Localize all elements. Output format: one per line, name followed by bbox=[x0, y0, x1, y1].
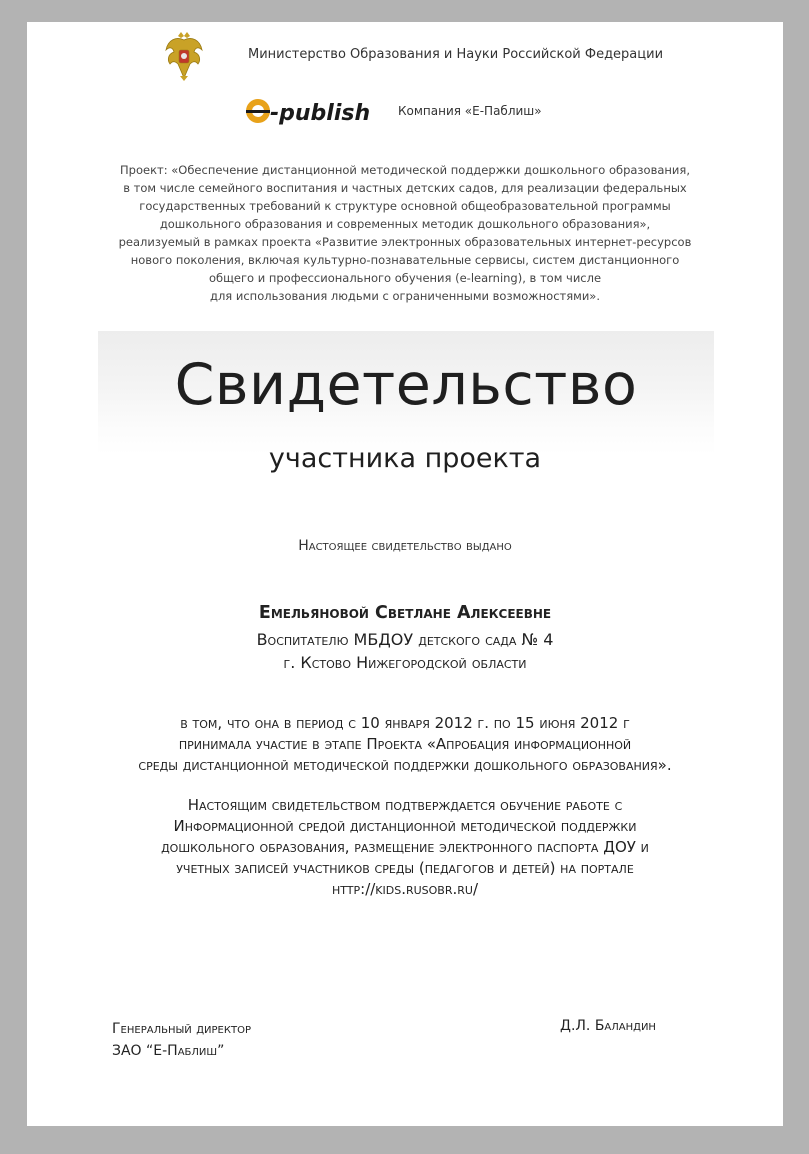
participation-paragraph bbox=[40, 713, 770, 776]
e-publish-logo bbox=[244, 95, 376, 127]
issued-to-label: Настоящее свидетельство выдано bbox=[298, 538, 512, 554]
project-line: дошкольного образования и современных методик дошкольного образования», bbox=[159, 217, 651, 231]
company-name: Компания «Е-Паблиш» bbox=[398, 104, 542, 118]
paragraph-line: Настоящим свидетельством подтверждается обучение работе с bbox=[187, 796, 623, 814]
signer-title-line1: Генеральный директор bbox=[112, 1021, 251, 1037]
project-line: общего и профессионального обучения (e-learning), в том числе bbox=[208, 271, 602, 285]
project-description bbox=[90, 161, 720, 305]
signer-name: Д.Л. Баландин bbox=[560, 1018, 656, 1034]
project-line: реализуемый в рамках проекта «Развитие электронных образовательных интернет-ресурсов bbox=[118, 235, 692, 249]
project-line: в том числе семейного воспитания и частных детских садов, для реализации федеральных bbox=[123, 181, 687, 195]
recipient-details bbox=[60, 628, 750, 674]
recipient-position: Воспитателю МБДОУ детского сада № 4 bbox=[256, 630, 554, 649]
paragraph-line: Информационной средой дистанционной методической поддержки bbox=[173, 817, 637, 835]
double-headed-eagle-emblem-icon bbox=[164, 30, 204, 82]
paragraph-line: дошкольного образования, размещение электронного паспорта ДОУ и bbox=[161, 838, 649, 856]
logo-text: -publish bbox=[270, 101, 371, 126]
paragraph-line: среды дистанционной методической поддержки дошкольного образования». bbox=[138, 756, 672, 774]
portal-url: http://kids.rusobr.ru/ bbox=[331, 880, 479, 898]
recipient-name: Емельяновой Светлане Алексеевне bbox=[258, 603, 552, 623]
project-line: Проект: «Обеспечение дистанционной методической поддержки дошкольного образования, bbox=[120, 163, 690, 177]
signer-title-line2: ЗАО “Е-Паблиш” bbox=[112, 1043, 225, 1059]
paragraph-line: учетных записей участников среды (педагогов и детей) на портале bbox=[176, 859, 634, 877]
project-line: нового поколения, включая культурно-познавательные сервисы, систем дистанционного bbox=[130, 253, 680, 267]
project-line: для использования людьми с ограниченными возможностями». bbox=[210, 289, 600, 303]
project-line: государственных требований к структуре основной общеобразовательной программы bbox=[139, 199, 671, 213]
paragraph-line: в том, что она в период с 10 января 2012 г. по 15 июня 2012 г bbox=[180, 714, 630, 732]
certificate-title: Свидетельство bbox=[174, 352, 638, 418]
ministry-name: Министерство Образования и Науки Российской Федерации bbox=[248, 47, 664, 62]
paragraph-line: принимала участие в этапе Проекта «Апробация информационной bbox=[178, 735, 632, 753]
certificate-subtitle: участника проекта bbox=[268, 443, 542, 474]
recipient-location: г. Кстово Нижегородской области bbox=[283, 653, 527, 672]
signer-title bbox=[112, 1018, 251, 1062]
confirmation-paragraph bbox=[40, 795, 770, 900]
